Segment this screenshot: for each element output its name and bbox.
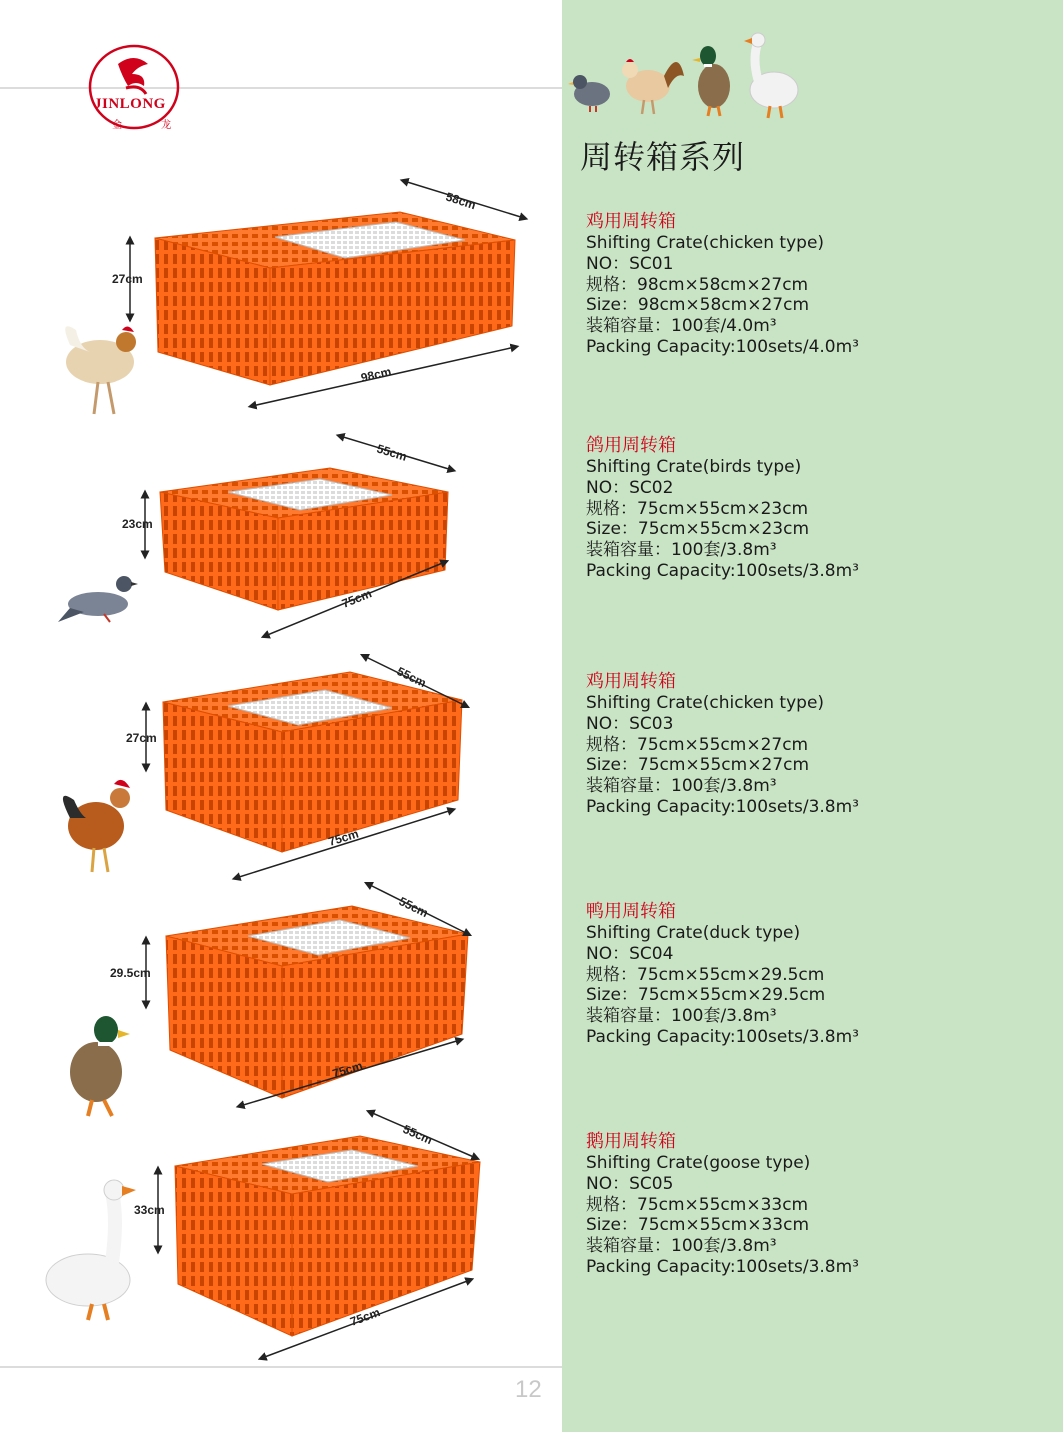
sc02-height-label: 23cm: [122, 517, 153, 531]
capacity-cn: 装箱容量：100套/3.8m³: [586, 776, 777, 797]
capacity-en: Packing Capacity:100sets/3.8m³: [586, 796, 859, 817]
product-name-cn: 鸡用周转箱: [586, 211, 676, 232]
sc04-height-label: 29.5cm: [110, 966, 151, 980]
product-name-en: Shifting Crate(birds type): [586, 457, 802, 477]
rooster-icon: [63, 780, 130, 872]
duck-icon: [692, 46, 730, 116]
sc03-length-label: 75cm: [326, 826, 361, 849]
capacity-en: Packing Capacity:100sets/3.8m³: [586, 1256, 859, 1277]
sc01-length-label: 98cm: [359, 364, 393, 385]
sc03-width-label: 55cm: [394, 664, 429, 691]
product-number: NO：SC01: [586, 253, 674, 274]
rooster-icon: [622, 59, 684, 114]
sc02-width-label: 55cm: [375, 441, 409, 464]
crate-sc04: [70, 884, 468, 1116]
capacity-cn: 装箱容量：100套/4.0m³: [586, 316, 777, 337]
brand-name: JINLONG: [94, 96, 166, 112]
sc04-length-label: 75cm: [330, 1058, 365, 1081]
crate-sc02: [58, 436, 452, 636]
spec-cn: 规格：75cm×55cm×27cm: [586, 734, 809, 755]
product-name-en: Shifting Crate(chicken type): [586, 693, 825, 713]
page-number: 12: [515, 1376, 542, 1403]
sc01-height-label: 27cm: [112, 272, 143, 286]
poultry-group-icon: [568, 28, 808, 120]
capacity-en: Packing Capacity:100sets/4.0m³: [586, 336, 859, 357]
duck-icon: [70, 1016, 130, 1116]
product-name-cn: 鹅用周转箱: [586, 1131, 676, 1152]
spec-cn: 规格：98cm×58cm×27cm: [586, 274, 809, 295]
pigeon-icon: [568, 75, 610, 112]
size-en: Size：75cm×55cm×29.5cm: [586, 985, 826, 1006]
spec-cn: 规格：75cm×55cm×23cm: [586, 498, 809, 519]
product-name-cn: 鸽用周转箱: [586, 435, 676, 456]
product-number: NO：SC03: [586, 713, 674, 734]
goose-icon: [46, 1180, 136, 1320]
spec-sc05: [586, 1132, 1046, 1278]
spec-sc02: [586, 436, 1046, 582]
spec-sc01: [586, 212, 1046, 358]
pigeon-icon: [58, 576, 138, 622]
rooster-icon: [65, 326, 136, 414]
product-name-cn: 鸡用周转箱: [586, 671, 676, 692]
capacity-cn: 装箱容量：100套/3.8m³: [586, 1236, 777, 1257]
size-en: Size：75cm×55cm×33cm: [586, 1215, 810, 1236]
spec-cn: 规格：75cm×55cm×33cm: [586, 1194, 809, 1215]
product-number: NO：SC05: [586, 1173, 674, 1194]
spec-cn: 规格：75cm×55cm×29.5cm: [586, 964, 825, 985]
sc01-width-label: 58cm: [444, 189, 478, 213]
sc04-width-label: 55cm: [396, 894, 431, 921]
size-en: Size：75cm×55cm×27cm: [586, 755, 810, 776]
product-name-en: Shifting Crate(chicken type): [586, 233, 825, 253]
sc02-length-label: 75cm: [339, 586, 374, 611]
sc05-width-label: 55cm: [400, 1121, 435, 1148]
sc03-height-label: 27cm: [126, 731, 157, 745]
crate-sc05: [46, 1112, 480, 1358]
capacity-en: Packing Capacity:100sets/3.8m³: [586, 560, 859, 581]
size-en: Size：98cm×58cm×27cm: [586, 295, 810, 316]
sc05-height-label: 33cm: [134, 1203, 165, 1217]
crate-sc01: [65, 181, 524, 414]
product-number: NO：SC04: [586, 943, 674, 964]
crate-sc03: [63, 656, 466, 878]
size-en: Size：75cm×55cm×23cm: [586, 519, 810, 540]
brand-name-cn: 金 龙: [112, 120, 190, 131]
page-title: 周转箱系列: [580, 138, 746, 176]
spec-sc04: [586, 902, 1046, 1048]
capacity-cn: 装箱容量：100套/3.8m³: [586, 1006, 777, 1027]
sc05-length-label: 75cm: [348, 1305, 382, 1329]
capacity-en: Packing Capacity:100sets/3.8m³: [586, 1026, 859, 1047]
product-name-en: Shifting Crate(goose type): [586, 1153, 811, 1173]
capacity-cn: 装箱容量：100套/3.8m³: [586, 540, 777, 561]
product-name-cn: 鸭用周转箱: [586, 901, 676, 922]
spec-sc03: [586, 672, 1046, 818]
product-number: NO：SC02: [586, 477, 674, 498]
product-name-en: Shifting Crate(duck type): [586, 923, 801, 943]
goose-icon: [744, 33, 798, 118]
